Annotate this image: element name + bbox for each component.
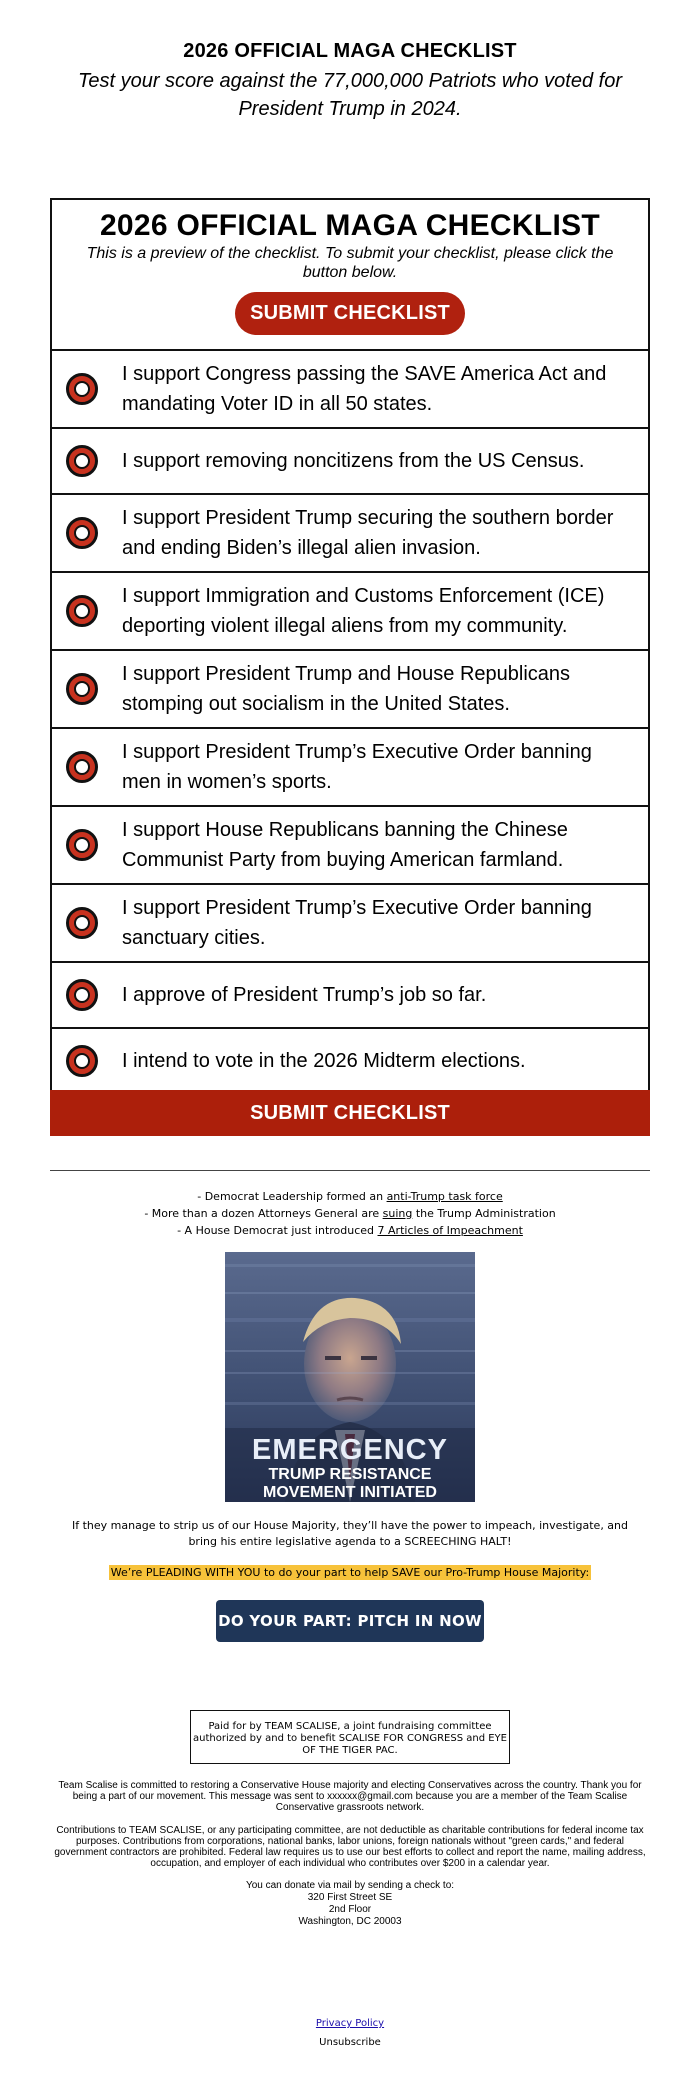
checklist-item[interactable] bbox=[52, 729, 648, 807]
committed-text: Team Scalise is committed to restoring a Conservative House majority and electing Conservatives across the country. Thank you for being a part of our movement. This message was sent to xxxxxx@gmail.com because you are a member of the Team Scalise Conservative grassroots network. bbox=[58, 1780, 642, 1813]
page-subtitle: Test your score against the 77,000,000 Patriots who voted for President Trump in 2024. bbox=[77, 70, 623, 120]
mail-donation-intro: You can donate via mail by sending a check to: bbox=[245, 1880, 455, 1891]
radio-circle-icon[interactable] bbox=[66, 751, 98, 783]
pleading-highlight: We’re PLEADING WITH YOU to do your part to help SAVE our Pro-Trump House Majority: bbox=[110, 1566, 590, 1579]
privacy-row bbox=[0, 2018, 700, 2029]
unsubscribe-link[interactable]: Unsubscribe bbox=[319, 2037, 381, 2048]
articles-of-impeachment-link[interactable]: 7 Articles of Impeachment bbox=[377, 1224, 523, 1237]
privacy-policy-link[interactable]: Privacy Policy bbox=[315, 2018, 385, 2029]
checklist-item[interactable] bbox=[52, 885, 648, 963]
checklist-item-text: I support removing noncitizens from the US Census. bbox=[122, 450, 585, 472]
radio-circle-icon[interactable] bbox=[66, 907, 98, 939]
submit-checklist-pill-button[interactable]: SUBMIT CHECKLIST bbox=[235, 292, 465, 335]
emergency-graphic[interactable] bbox=[225, 1252, 475, 1502]
contributions-disclaimer: Contributions to TEAM SCALISE, or any participating committee, are not deductible as charitable contributions for federal income tax purposes. Contributions from corporations, national banks, labor unions, foreign nationals without "green cards," and federal government contractors are prohibited. Federal law requires us to use our best efforts to collect and report the name, mailing address, occupation, and employer of each individual who contributes over $200 in a calendar year. bbox=[54, 1825, 646, 1869]
divider bbox=[50, 1170, 650, 1171]
radio-circle-icon[interactable] bbox=[66, 829, 98, 861]
paid-for-by-box: Paid for by TEAM SCALISE, a joint fundraising committee authorized by and to benefit SCALISE FOR CONGRESS and EYE OF THE TIGER PAC. bbox=[190, 1710, 510, 1764]
email-page bbox=[0, 40, 700, 2048]
radio-circle-icon[interactable] bbox=[66, 445, 98, 477]
emergency-subline-2: MOVEMENT INITIATED bbox=[263, 1484, 437, 1501]
suing-link[interactable]: suing bbox=[382, 1207, 413, 1220]
news-bullets bbox=[0, 1188, 700, 1239]
checklist-item-text: I intend to vote in the 2026 Midterm elections. bbox=[122, 1050, 526, 1072]
anti-trump-task-force-link[interactable]: anti-Trump task force bbox=[386, 1190, 503, 1203]
checklist-item[interactable] bbox=[52, 495, 648, 573]
checklist-item-text: I support President Trump’s Executive Order banning sanctuary cities. bbox=[122, 897, 592, 949]
radio-circle-icon[interactable] bbox=[66, 595, 98, 627]
portrait-illustration bbox=[225, 1252, 475, 1502]
checklist-header bbox=[52, 200, 648, 351]
radio-circle-icon[interactable] bbox=[66, 1045, 98, 1077]
radio-circle-icon[interactable] bbox=[66, 673, 98, 705]
checklist-item[interactable] bbox=[52, 429, 648, 495]
pitch-in-button[interactable]: DO YOUR PART: PITCH IN NOW bbox=[216, 1600, 484, 1642]
checklist-item-text: I support Immigration and Customs Enforcement (ICE) deporting violent illegal aliens from my community. bbox=[122, 585, 605, 637]
address-line: 2nd Floor bbox=[328, 1904, 372, 1915]
news-line: - More than a dozen Attorneys General are suing the Trump Administration bbox=[144, 1207, 556, 1220]
checklist-item-text: I support President Trump’s Executive Order banning men in women’s sports. bbox=[122, 741, 592, 793]
checklist-item[interactable] bbox=[52, 651, 648, 729]
checklist-preview-note: This is a preview of the checklist. To submit your checklist, please click the button below. bbox=[86, 245, 614, 281]
checklist-item-text: I support House Republicans banning the Chinese Communist Party from buying American farmland. bbox=[122, 819, 568, 871]
checklist-item-text: I approve of President Trump’s job so far. bbox=[122, 984, 487, 1006]
checklist-item-text: I support Congress passing the SAVE America Act and mandating Voter ID in all 50 states. bbox=[122, 363, 607, 415]
checklist-box bbox=[50, 198, 650, 1095]
radio-circle-icon[interactable] bbox=[66, 373, 98, 405]
checklist-item[interactable] bbox=[52, 807, 648, 885]
checklist-item-text: I support President Trump and House Republicans stomping out socialism in the United States. bbox=[122, 663, 571, 715]
checklist-item-text: I support President Trump securing the southern border and ending Biden’s illegal alien invasion. bbox=[122, 507, 614, 559]
checklist-title: 2026 OFFICIAL MAGA CHECKLIST bbox=[99, 209, 601, 242]
radio-circle-icon[interactable] bbox=[66, 979, 98, 1011]
checklist-item[interactable] bbox=[52, 1029, 648, 1093]
submit-checklist-bar-button[interactable]: SUBMIT CHECKLIST bbox=[50, 1090, 650, 1136]
news-line: - Democrat Leadership formed an anti-Trump task force bbox=[197, 1190, 503, 1203]
appeal-paragraph: If they manage to strip us of our House Majority, they’ll have the power to impeach, investigate, and bring his entire legislative agenda to a SCREECHING HALT! bbox=[71, 1519, 629, 1548]
address-line: 320 First Street SE bbox=[307, 1892, 393, 1903]
checklist-item[interactable] bbox=[52, 573, 648, 651]
news-line: - A House Democrat just introduced 7 Articles of Impeachment bbox=[177, 1224, 523, 1237]
address-line: Washington, DC 20003 bbox=[298, 1916, 402, 1927]
checklist-item[interactable] bbox=[52, 351, 648, 429]
checklist-item[interactable] bbox=[52, 963, 648, 1029]
radio-circle-icon[interactable] bbox=[66, 517, 98, 549]
page-title: 2026 OFFICIAL MAGA CHECKLIST bbox=[183, 40, 517, 62]
emergency-subline-1: TRUMP RESISTANCE bbox=[268, 1466, 432, 1483]
emergency-headline: EMERGENCY bbox=[252, 1434, 448, 1466]
